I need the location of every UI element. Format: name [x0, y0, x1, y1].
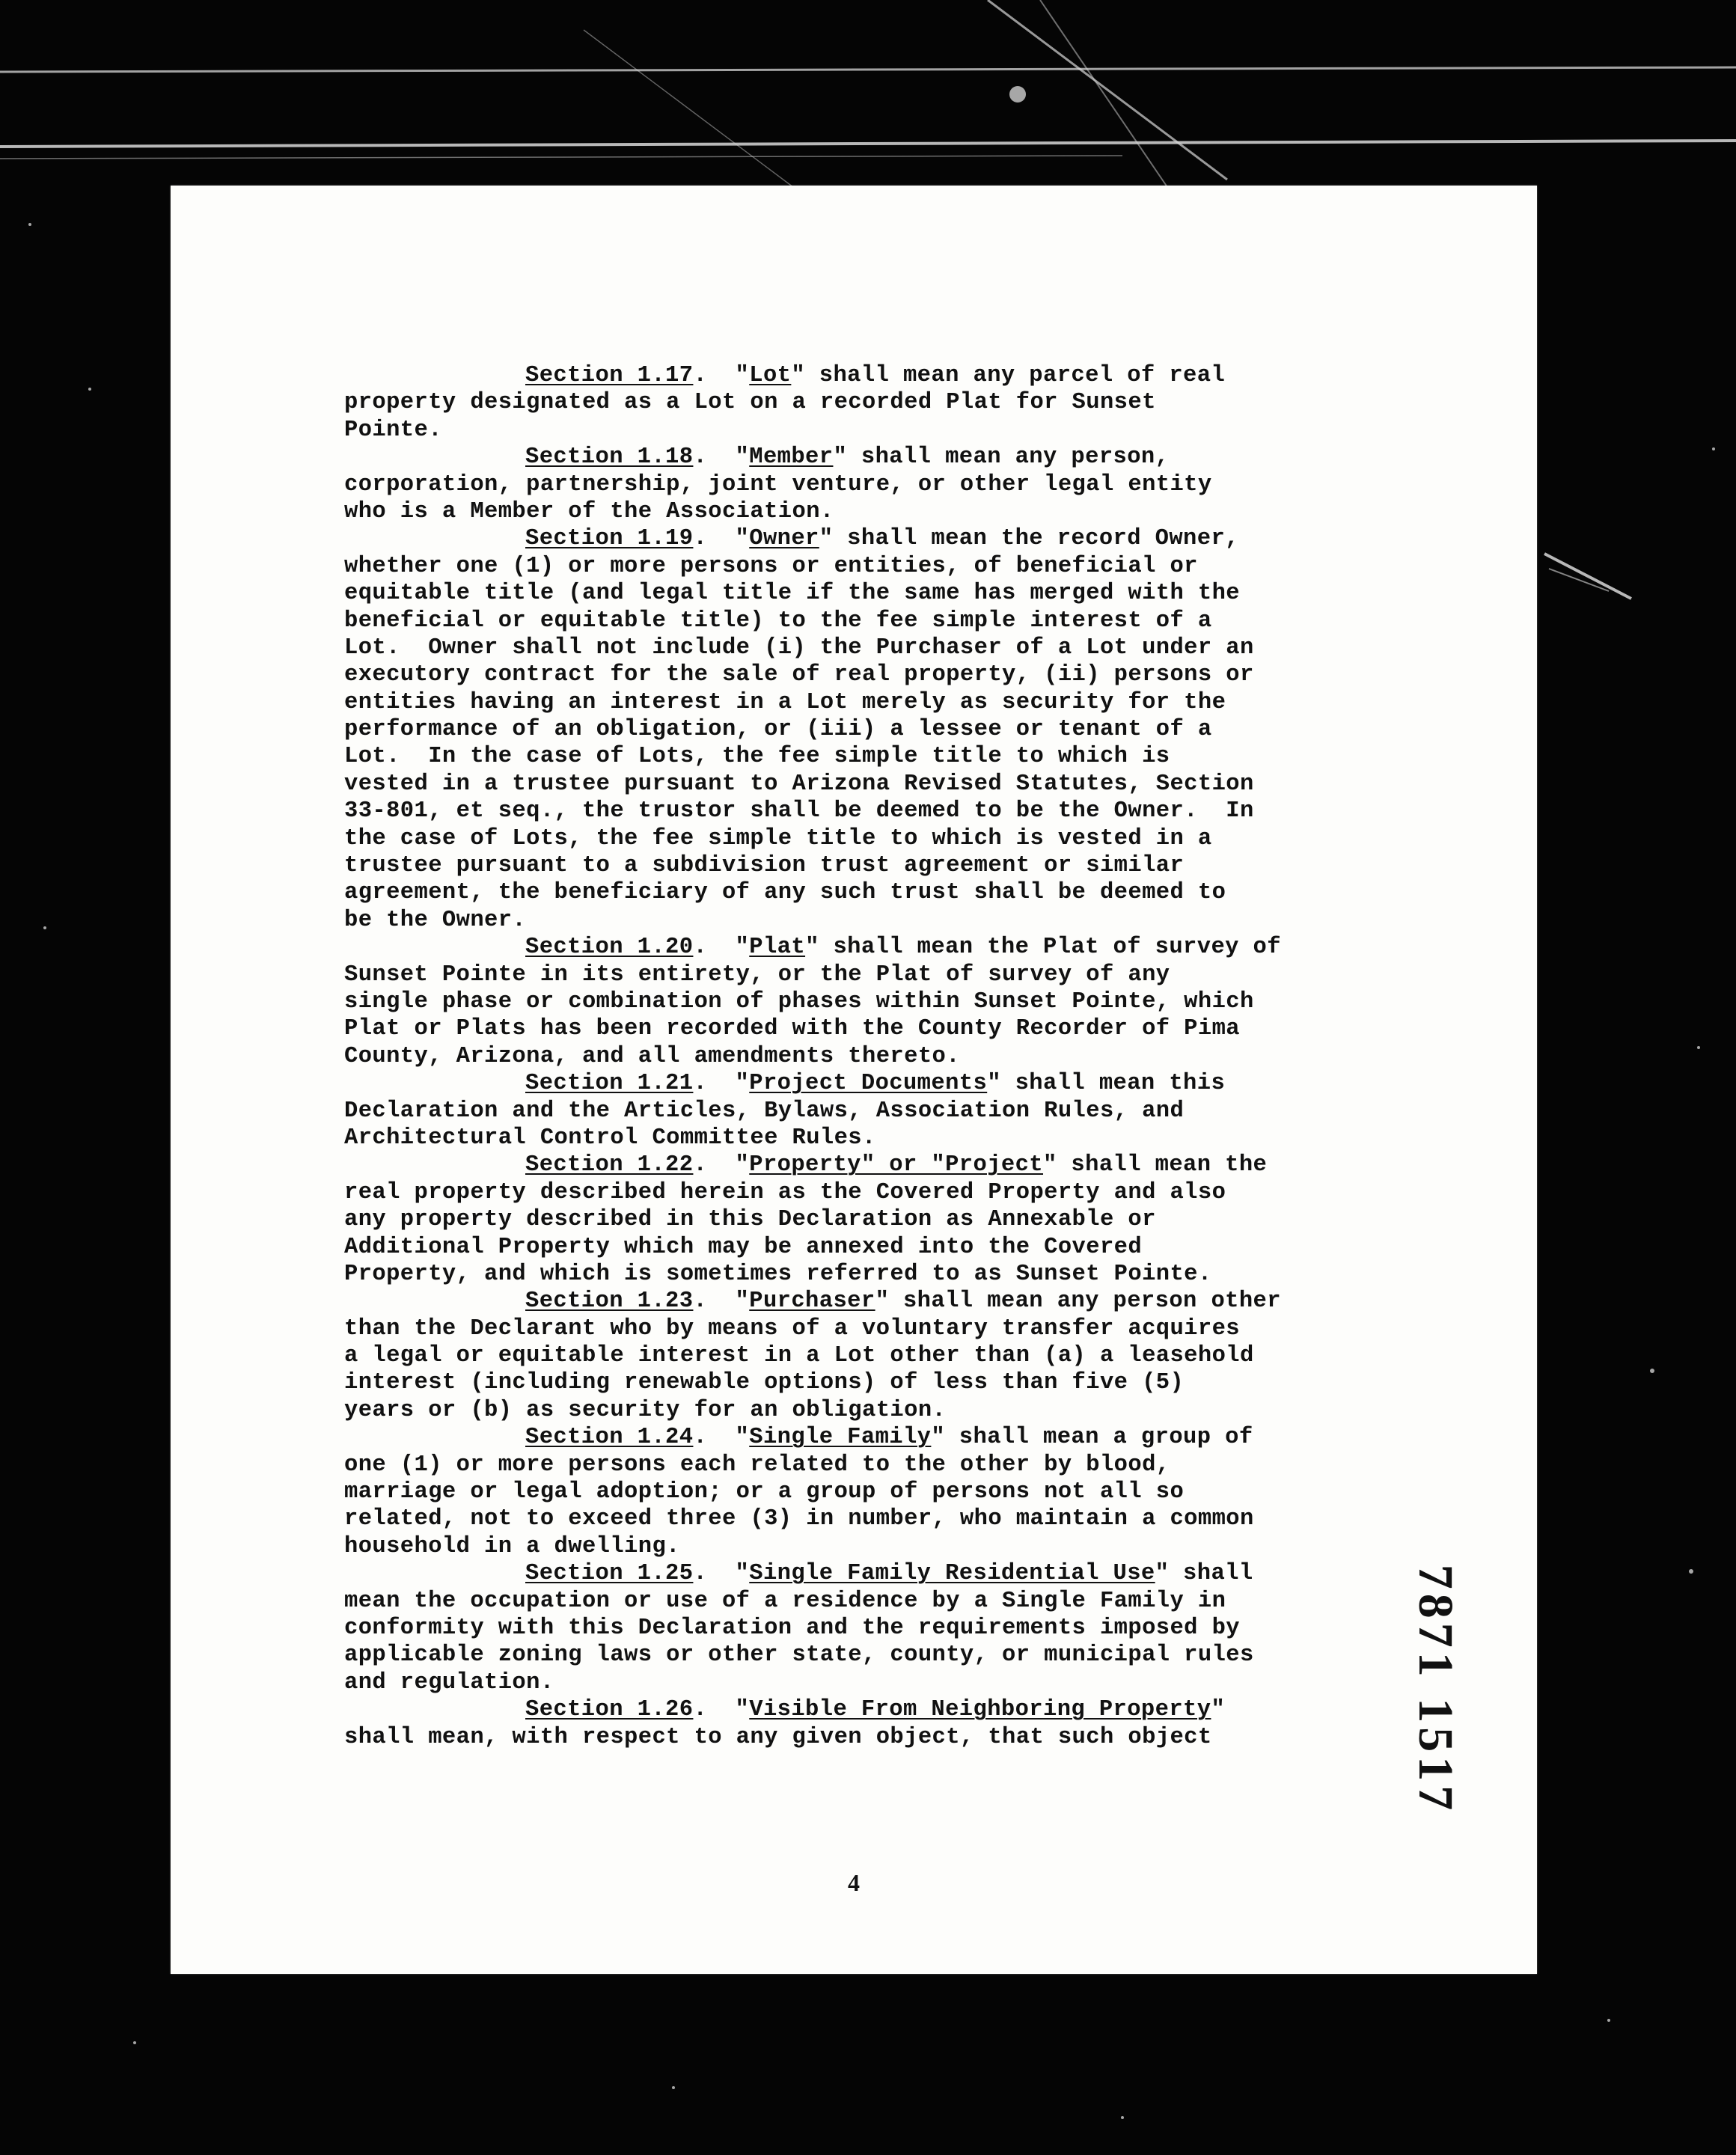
recording-stamp-text: 7871 1517 [1408, 1564, 1463, 1815]
text-run: any property described in this Declaration as Annexable or [344, 1207, 1156, 1233]
underlined-term: Section 1.17 [525, 363, 694, 388]
section-heading-line [344, 444, 1392, 471]
body-text-line [344, 1315, 1392, 1342]
body-text-line [344, 471, 1392, 498]
text-run: beneficial or equitable title) to the fee simple interest of a [344, 608, 1212, 634]
text-run: . " [693, 1697, 750, 1723]
text-run: single phase or combination of phases within Sunset Pointe, which [344, 988, 1254, 1015]
body-text-line [344, 1015, 1392, 1042]
underlined-term: Single Family [749, 1425, 932, 1451]
underlined-term: Section 1.19 [525, 526, 694, 552]
body-text-line [344, 1369, 1392, 1396]
text-run: County, Arizona, and all amendments thereto. [344, 1043, 960, 1069]
body-text-line [344, 498, 1392, 525]
underlined-term: Plat [749, 935, 806, 961]
text-run: corporation, partnership, joint venture, or other legal entity [344, 471, 1212, 498]
text-run: . " [693, 1289, 750, 1315]
underlined-term: Section 1.26 [525, 1697, 694, 1723]
underlined-term: Section 1.24 [525, 1425, 694, 1451]
text-run: " shall mean the Plat of survey of [805, 935, 1281, 961]
section-heading-line [344, 1152, 1392, 1179]
text-run: " shall mean a group of [931, 1425, 1253, 1451]
body-text-line [344, 1043, 1392, 1070]
text-run: . " [693, 363, 750, 388]
section-heading-line [344, 1560, 1392, 1587]
body-text-line [344, 1179, 1392, 1206]
underlined-term: Section 1.22 [525, 1152, 694, 1179]
text-run: applicable zoning laws or other state, county, or municipal rules [344, 1642, 1254, 1669]
text-run: " shall mean any parcel of real [791, 363, 1226, 388]
section-heading-line [344, 362, 1392, 389]
underlined-term: Property" or "Project [749, 1152, 1044, 1179]
text-run: " shall [1155, 1561, 1253, 1587]
underlined-term: Section 1.20 [525, 935, 694, 961]
body-text-line [344, 771, 1392, 798]
body-text-line [344, 825, 1392, 852]
body-text-line [344, 661, 1392, 688]
underlined-term: Visible From Neighboring Property [749, 1697, 1211, 1723]
underlined-term: Section 1.23 [525, 1289, 694, 1315]
text-run: real property described herein as the Covered Property and also [344, 1179, 1226, 1205]
body-text-line [344, 1125, 1392, 1152]
underlined-term: Section 1.21 [525, 1071, 694, 1097]
body-text-line [344, 417, 1392, 444]
text-run: executory contract for the sale of real property, (ii) persons or [344, 662, 1254, 688]
text-run: Additional Property which may be annexed into the Covered [344, 1234, 1143, 1260]
section-heading-line [344, 1696, 1392, 1723]
section-heading-line [344, 934, 1392, 961]
underlined-term: Owner [749, 526, 819, 552]
body-text-line [344, 1397, 1392, 1424]
text-run: . " [693, 526, 750, 552]
body-text-line [344, 798, 1392, 825]
text-run: who is a Member of the Association. [344, 498, 834, 525]
text-run: property designated as a Lot on a recorded Plat for Sunset [344, 390, 1156, 416]
body-text-line [344, 988, 1392, 1015]
body-text-line [344, 1206, 1392, 1233]
text-run: conformity with this Declaration and the requirements imposed by [344, 1615, 1240, 1641]
body-text-line [344, 1098, 1392, 1125]
text-run: a legal or equitable interest in a Lot other than (a) a leasehold [344, 1343, 1254, 1369]
body-text-line [344, 1261, 1392, 1288]
text-run: . " [693, 1152, 750, 1179]
section-heading-line [344, 1070, 1392, 1097]
body-text-line [344, 553, 1392, 580]
text-run: vested in a trustee pursuant to Arizona Revised Statutes, Section [344, 771, 1254, 797]
body-text-line [344, 1724, 1392, 1751]
underlined-term: Section 1.18 [525, 444, 694, 471]
body-text-line [344, 1642, 1392, 1669]
document-page [171, 186, 1537, 1974]
body-text-line [344, 1588, 1392, 1615]
body-text-line [344, 852, 1392, 879]
text-run: trustee pursuant to a subdivision trust agreement or similar [344, 853, 1185, 879]
body-text-line [344, 689, 1392, 716]
body-text-line [344, 1533, 1392, 1560]
text-run: than the Declarant who by means of a voluntary transfer acquires [344, 1315, 1240, 1342]
body-text-line [344, 389, 1392, 416]
text-run: entities having an interest in a Lot merely as security for the [344, 689, 1226, 715]
text-run: shall mean, with respect to any given object, that such object [344, 1724, 1212, 1750]
text-run: " shall mean this [987, 1071, 1226, 1097]
text-run: Architectural Control Committee Rules. [344, 1125, 876, 1151]
text-run: agreement, the beneficiary of any such trust shall be deemed to [344, 880, 1226, 906]
body-text-line [344, 580, 1392, 607]
body-text-line [344, 1669, 1392, 1696]
text-run: " shall mean any person other [875, 1289, 1281, 1315]
body-text-line [344, 1506, 1392, 1532]
text-run: Declaration and the Articles, Bylaws, Association Rules, and [344, 1098, 1185, 1124]
text-run: " [1211, 1697, 1226, 1723]
body-text-line [344, 1234, 1392, 1261]
underlined-term: Single Family Residential Use [749, 1561, 1155, 1587]
underlined-term: Section 1.25 [525, 1561, 694, 1587]
body-text-line [344, 1342, 1392, 1369]
underlined-term: Purchaser [749, 1289, 875, 1315]
body-text-line [344, 716, 1392, 743]
body-text-line [344, 907, 1392, 934]
text-run: Lot. In the case of Lots, the fee simple title to which is [344, 744, 1170, 770]
text-run: household in a dwelling. [344, 1533, 680, 1559]
text-run: and regulation. [344, 1669, 554, 1696]
text-run: . " [693, 444, 750, 471]
text-run: one (1) or more persons each related to the other by blood, [344, 1452, 1170, 1478]
text-run: . " [693, 1425, 750, 1451]
text-run: the case of Lots, the fee simple title to which is vested in a [344, 825, 1212, 852]
section-heading-line [344, 1424, 1392, 1451]
recording-stamp [1408, 1473, 1463, 1907]
underlined-term: Member [749, 444, 834, 471]
body-text-line [344, 962, 1392, 988]
text-run: " shall mean the record Owner, [819, 526, 1239, 552]
body-text-line [344, 743, 1392, 770]
text-run: " shall mean the [1043, 1152, 1268, 1179]
text-run: performance of an obligation, or (iii) a lessee or tenant of a [344, 717, 1212, 743]
text-run: Pointe. [344, 417, 442, 443]
text-run: marriage or legal adoption; or a group of persons not all so [344, 1479, 1185, 1506]
text-run: " shall mean any person, [833, 444, 1170, 471]
body-text-line [344, 608, 1392, 635]
text-run: . " [693, 1071, 750, 1097]
text-run: years or (b) as security for an obligation. [344, 1397, 947, 1423]
body-text-line [344, 1479, 1392, 1506]
text-run: equitable title (and legal title if the same has merged with the [344, 581, 1240, 607]
underlined-term: Project Documents [749, 1071, 988, 1097]
text-run: be the Owner. [344, 907, 527, 933]
text-run: Sunset Pointe in its entirety, or the Plat of survey of any [344, 962, 1170, 988]
text-run: . " [693, 935, 750, 961]
text-run: Property, and which is sometimes referred to as Sunset Pointe. [344, 1261, 1212, 1287]
section-heading-line [344, 1288, 1392, 1315]
page-number: 4 [848, 1869, 860, 1896]
text-run: mean the occupation or use of a residence by a Single Family in [344, 1588, 1226, 1614]
text-run: . " [693, 1561, 750, 1587]
document-body [344, 362, 1392, 1751]
underlined-term: Lot [749, 363, 792, 388]
text-run: related, not to exceed three (3) in number, who maintain a common [344, 1506, 1254, 1532]
body-text-line [344, 1615, 1392, 1642]
text-run: Lot. Owner shall not include (i) the Purchaser of a Lot under an [344, 635, 1254, 661]
body-text-line [344, 1452, 1392, 1479]
text-run: interest (including renewable options) of less than five (5) [344, 1370, 1185, 1396]
section-heading-line [344, 525, 1392, 552]
text-run: 33-801, et seq., the trustor shall be deemed to be the Owner. In [344, 798, 1254, 825]
text-run: whether one (1) or more persons or entities, of beneficial or [344, 553, 1198, 579]
body-text-line [344, 879, 1392, 906]
text-run: Plat or Plats has been recorded with the County Recorder of Pima [344, 1016, 1240, 1042]
body-text-line [344, 635, 1392, 661]
